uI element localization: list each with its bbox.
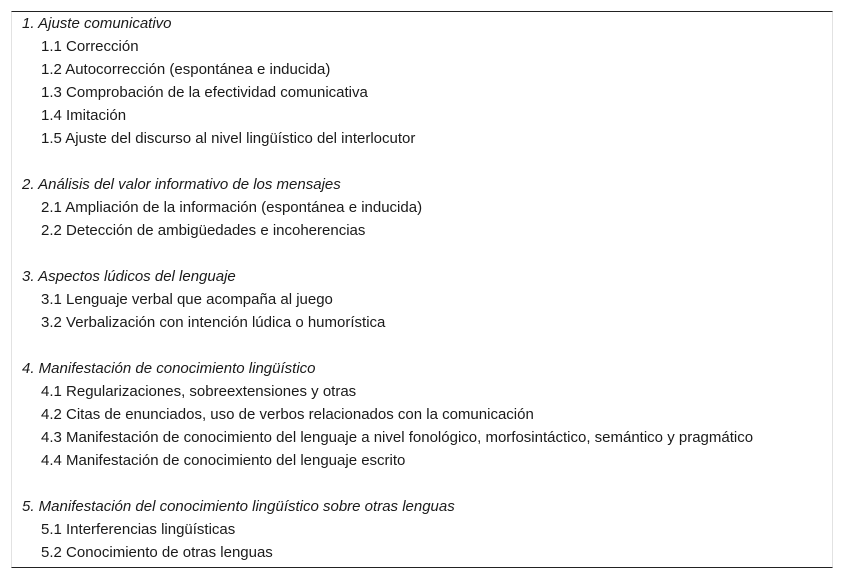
list-item: 1.3 Comprobación de la efectividad comunicativa [41,84,368,101]
section-spacer [22,150,832,173]
list-item: 4.2 Citas de enunciados, uso de verbos relacionados con la comunicación [41,406,534,423]
section-spacer [22,472,832,495]
list-item: 4.4 Manifestación de conocimiento del lenguaje escrito [41,452,406,469]
list-item: 2.2 Detección de ambigüedades e incoherencias [41,222,366,239]
list-item: 3.1 Lenguaje verbal que acompaña al juego [41,291,333,308]
list-item: 5.1 Interferencias lingüísticas [41,521,236,538]
section-title: 5. Manifestación del conocimiento lingüístico sobre otras lenguas [22,498,455,515]
list-item: 1.5 Ajuste del discurso al nivel lingüístico del interlocutor [41,130,416,147]
list-item: 2.1 Ampliación de la información (espontánea e inducida) [41,199,423,216]
list-item: 1.1 Corrección [41,38,139,55]
list-item: 5.2 Conocimiento de otras lenguas [41,544,273,561]
list-item: 1.4 Imitación [41,107,127,124]
section-spacer [22,242,832,265]
section-title: 4. Manifestación de conocimiento lingüístico [22,360,316,377]
table-content [22,12,832,564]
list-item: 1.2 Autocorrección (espontánea e inducida) [41,61,331,78]
list-item: 4.3 Manifestación de conocimiento del lenguaje a nivel fonológico, morfosintáctico, semántico y pragmático [41,429,754,446]
list-item: 3.2 Verbalización con intención lúdica o humorística [41,314,386,331]
list-item: 4.1 Regularizaciones, sobreextensiones y otras [41,383,357,400]
section-title: 2. Análisis del valor informativo de los mensajes [22,176,341,193]
section-spacer [22,334,832,357]
category-table [11,11,833,568]
section-title: 1. Ajuste comunicativo [22,15,172,32]
section-title: 3. Aspectos lúdicos del lenguaje [22,268,236,285]
